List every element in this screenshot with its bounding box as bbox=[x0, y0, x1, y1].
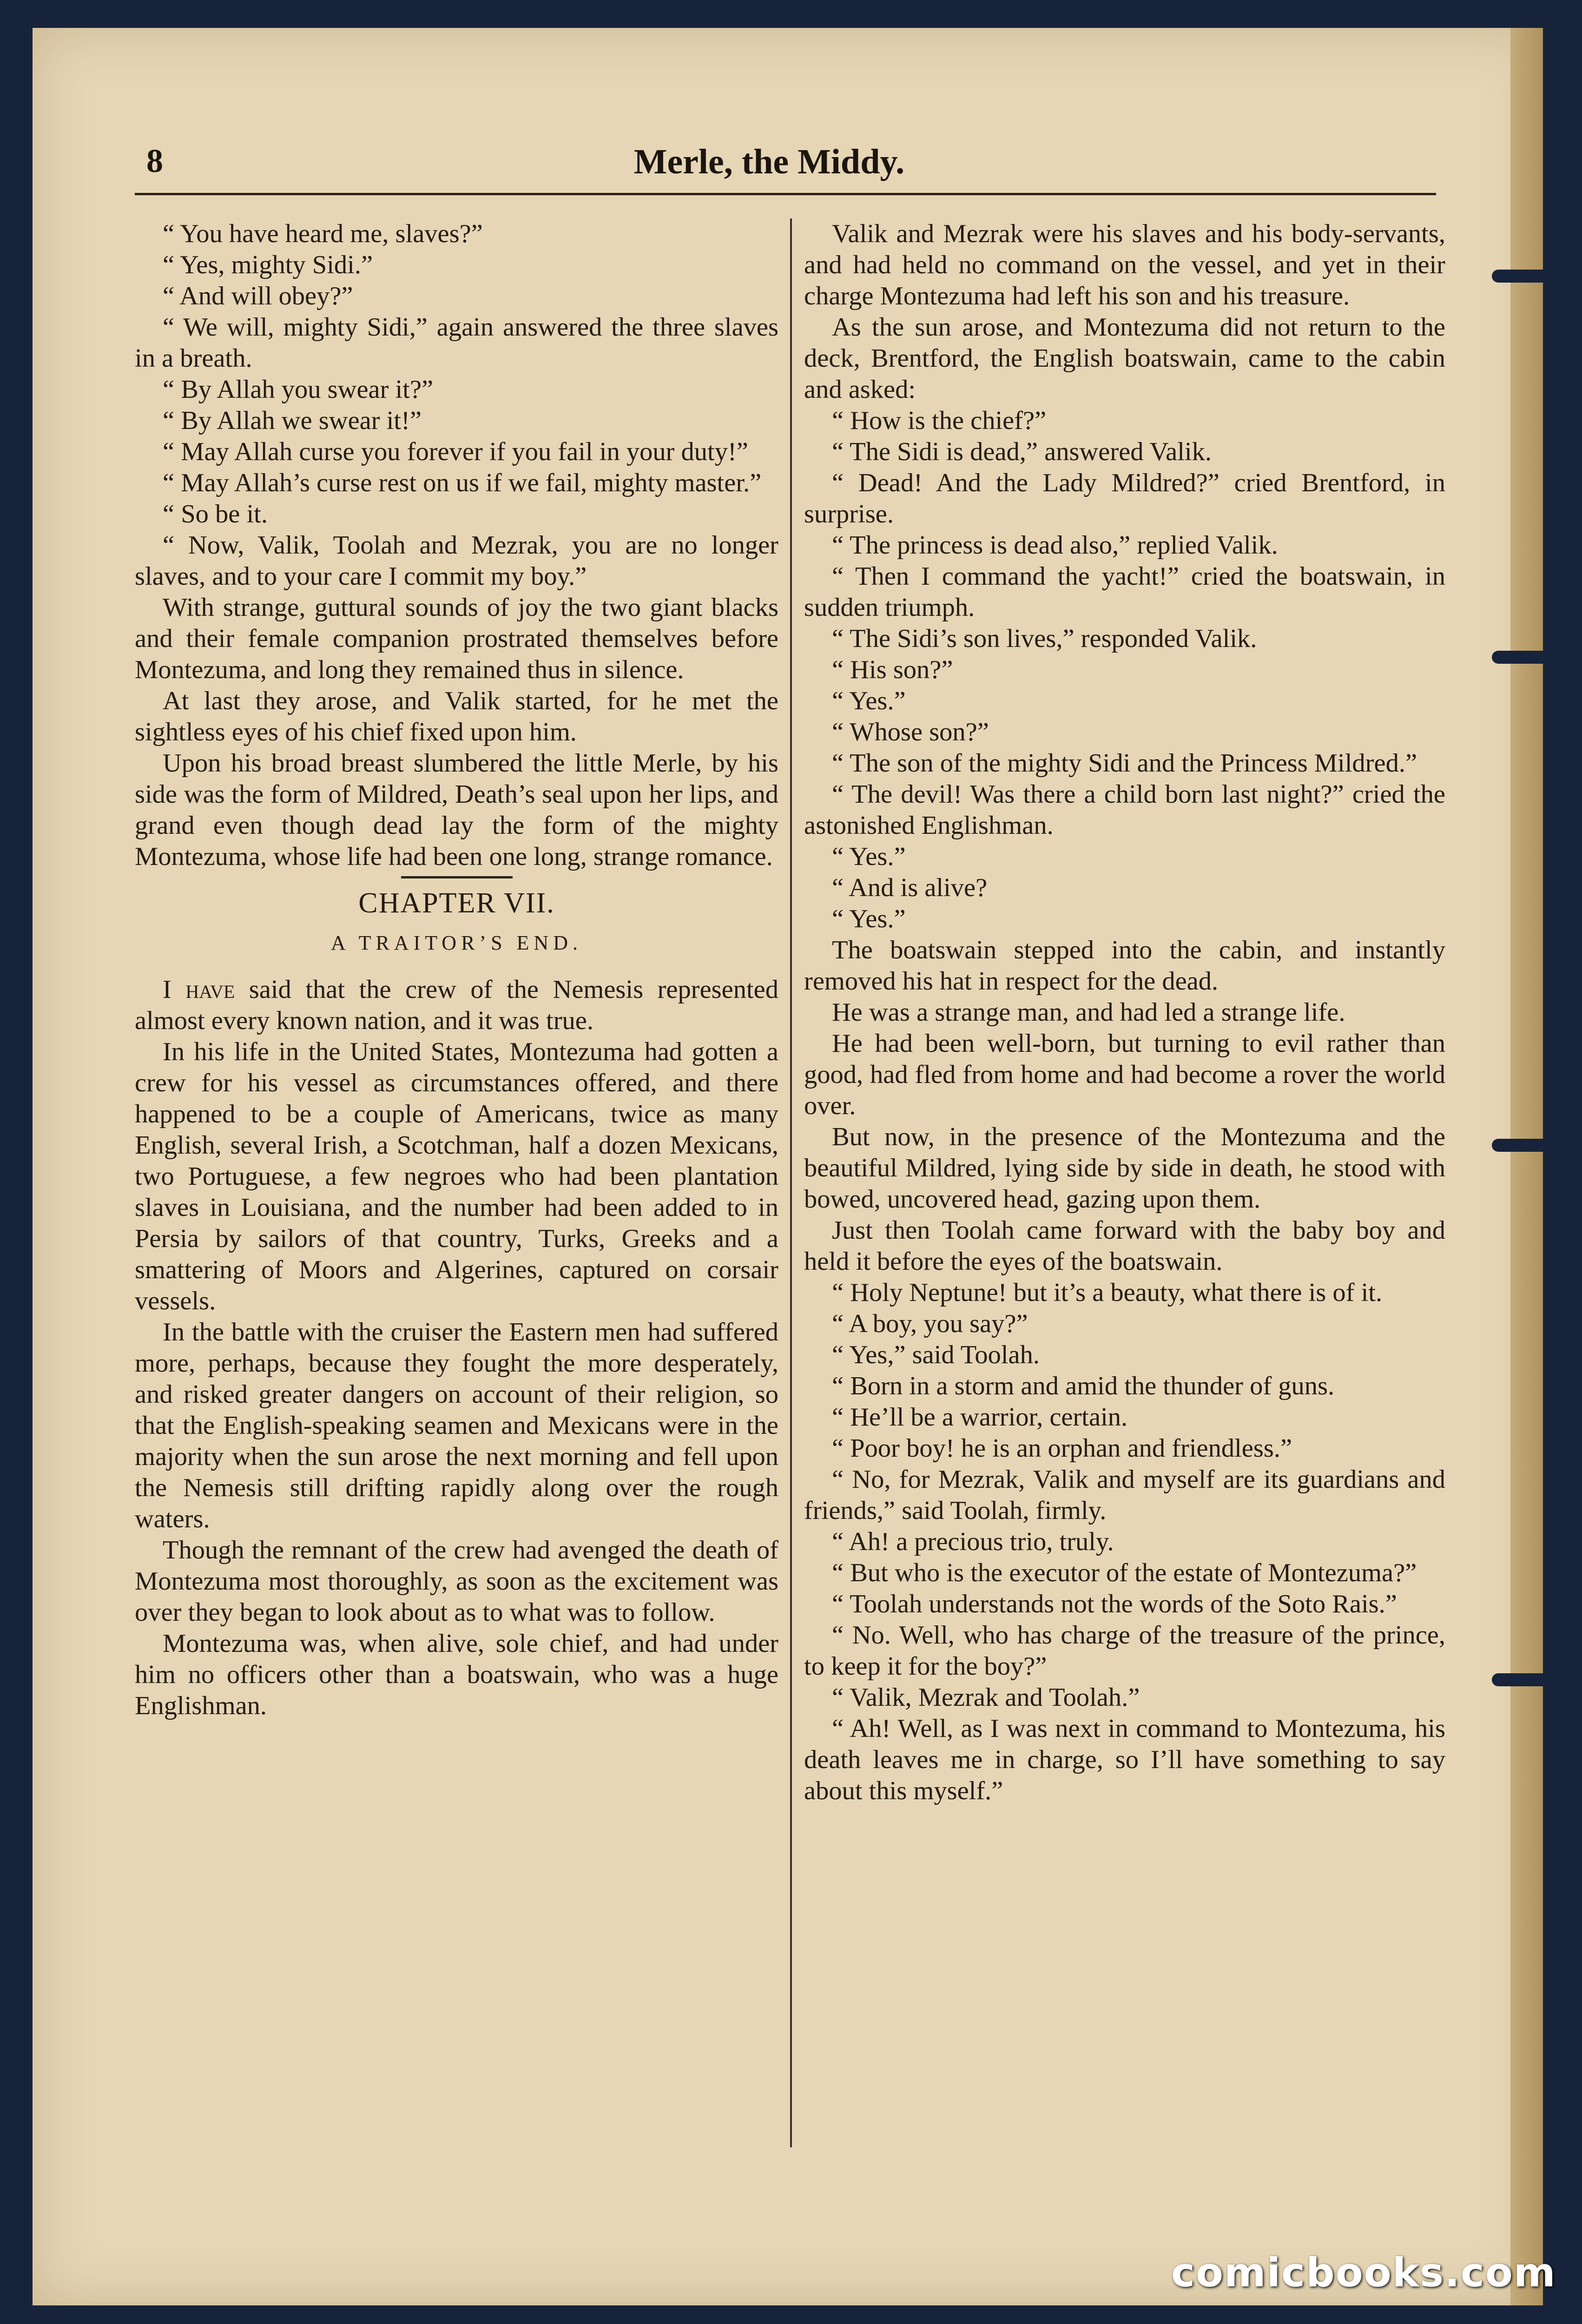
page-number: 8 bbox=[146, 142, 163, 179]
paragraph: “ By Allah you swear it?” bbox=[163, 375, 434, 404]
chapter-opening-paragraph bbox=[135, 974, 778, 1037]
paragraph: “ Ah! a precious trio, truly. bbox=[832, 1527, 1114, 1556]
paragraph: Just then Toolah came forward with the baby boy and held it before the eyes of the boatswain. bbox=[804, 1216, 1445, 1276]
chapter-subtitle: A TRAITOR’S END. bbox=[331, 931, 582, 954]
paragraph: “ And will obey?” bbox=[163, 282, 353, 310]
paragraph: “ Whose son?” bbox=[832, 718, 989, 746]
paragraph: “ By Allah we swear it!” bbox=[163, 406, 422, 435]
left-column bbox=[135, 218, 778, 1722]
right-column bbox=[804, 218, 1445, 1807]
paragraph: “ The Sidi’s son lives,” responded Valik. bbox=[832, 624, 1257, 653]
paragraph: Valik and Mezrak were his slaves and his body-servants, and had held no command on the vessel, and yet in their charge Montezuma had left his son and his treasure. bbox=[804, 219, 1445, 310]
paragraph: “ Yes, mighty Sidi.” bbox=[163, 251, 373, 279]
paragraph: At last they arose, and Valik started, for he met the sightless eyes of his chief fixed upon him. bbox=[135, 687, 778, 746]
page-spine bbox=[1510, 28, 1543, 2305]
paragraph: “ Ah! Well, as I was next in command to Montezuma, his death leaves me in charge, so I’ll have something to say about this myself.” bbox=[804, 1714, 1445, 1805]
paragraph: “ We will, mighty Sidi,” again answered the three slaves in a breath. bbox=[135, 313, 778, 373]
paragraph: As the sun arose, and Montezuma did not return to the deck, Brentford, the English boatswain, came to the cabin and asked: bbox=[804, 313, 1445, 404]
chapter-title: CHAPTER VII. bbox=[358, 887, 555, 919]
paragraph: In his life in the United States, Montezuma had gotten a crew for his vessel as circumstances offered, and there happened to be a couple of Americans, twice as many English, several Irish, a Scotchman, half a dozen Mexicans, two Portuguese, a few negroes who had been plantation slaves in Louisiana, and the number had been added to in Persia by sailors of that country, Turks, Greeks and a smattering of Moors and Algerines, captured on corsair vessels. bbox=[135, 1037, 778, 1315]
paragraph: “ The princess is dead also,” replied Valik. bbox=[832, 531, 1278, 560]
paragraph: Though the remnant of the crew had avenged the death of Montezuma most thoroughly, as soon as the excitement was over they began to look about as to what was to follow. bbox=[135, 1536, 778, 1627]
paragraph: “ The devil! Was there a child born last night?” cried the astonished Englishman. bbox=[804, 780, 1445, 840]
paragraph: “ May Allah’s curse rest on us if we fail, mighty master.” bbox=[163, 469, 762, 497]
paragraph: “ How is the chief?” bbox=[832, 406, 1047, 435]
paragraph: “ Yes,” said Toolah. bbox=[832, 1340, 1040, 1369]
paragraph: “ A boy, you say?” bbox=[832, 1309, 1028, 1338]
paragraph: “ Then I command the yacht!” cried the boatswain, in sudden triumph. bbox=[804, 562, 1445, 622]
paragraph: “ You have heard me, slaves?” bbox=[163, 219, 483, 248]
paragraph: “ Toolah understands not the words of the Soto Rais.” bbox=[832, 1590, 1397, 1618]
opening-rest: said that the crew of the Nemesis represented almost every known nation, and it was true. bbox=[135, 975, 778, 1035]
paragraph: Montezuma was, when alive, sole chief, and had under him no officers other than a boatswain, who was a huge Englishman. bbox=[135, 1629, 778, 1720]
binding-notch bbox=[1492, 1673, 1543, 1686]
paragraph: “ So be it. bbox=[163, 500, 268, 528]
paragraph: “ But who is the executor of the estate of Montezuma?” bbox=[832, 1558, 1417, 1587]
paragraph: “ Dead! And the Lady Mildred?” cried Brentford, in surprise. bbox=[804, 469, 1445, 528]
paragraph: “ The son of the mighty Sidi and the Princess Mildred.” bbox=[832, 749, 1417, 778]
paragraph: “ Yes.” bbox=[832, 687, 906, 715]
binding-notch bbox=[1492, 1139, 1543, 1152]
running-head bbox=[105, 142, 1434, 198]
paragraph: “ Valik, Mezrak and Toolah.” bbox=[832, 1683, 1140, 1712]
paragraph: “ Poor boy! he is an orphan and friendless.” bbox=[832, 1434, 1292, 1463]
paragraph: “ And is alive? bbox=[832, 873, 988, 902]
paragraph: “ His son?” bbox=[832, 655, 953, 684]
paragraph: “ Yes.” bbox=[832, 842, 906, 871]
header-rule bbox=[135, 193, 1436, 195]
paragraph: “ Born in a storm and amid the thunder of guns. bbox=[832, 1372, 1335, 1400]
paragraph: In the battle with the cruiser the Eastern men had suffered more, perhaps, because they fought the more desperately, and risked greater dangers on account of their religion, so that the English-speaking seamen and Mexicans were in the majority when the sun arose the next morning and fell upon the Nemesis still drifting rapidly along over the rough waters. bbox=[135, 1318, 778, 1533]
paragraph: “ The Sidi is dead,” answered Valik. bbox=[832, 437, 1212, 466]
paragraph: Upon his broad breast slumbered the little Merle, by his side was the form of Mildred, Death’s seal upon her lips, and grand even though dead lay the form of the mighty Montezuma, whose life had been one long, strange romance. bbox=[135, 749, 778, 871]
running-title: Merle, the Middy. bbox=[633, 142, 905, 181]
paragraph: “ No. Well, who has charge of the treasure of the prince, to keep it for the boy?” bbox=[804, 1621, 1445, 1681]
binding-notch bbox=[1492, 270, 1543, 283]
paragraph: “ No, for Mezrak, Valik and myself are its guardians and friends,” said Toolah, firmly. bbox=[804, 1465, 1445, 1525]
paragraph: “ Now, Valik, Toolah and Mezrak, you are no longer slaves, and to your care I commit my boy.” bbox=[135, 531, 778, 591]
paragraph: “ Holy Neptune! but it’s a beauty, what there is of it. bbox=[832, 1278, 1383, 1307]
column-divider bbox=[790, 218, 792, 2147]
paragraph: “ He’ll be a warrior, certain. bbox=[832, 1403, 1128, 1432]
paragraph: “ Yes.” bbox=[832, 905, 906, 933]
paragraph: He was a strange man, and had led a strange life. bbox=[832, 998, 1345, 1027]
paragraph: The boatswain stepped into the cabin, and instantly removed his hat in respect for the dead. bbox=[804, 936, 1445, 996]
paragraph: “ May Allah curse you forever if you fail in your duty!” bbox=[163, 437, 748, 466]
opening-words: I have bbox=[163, 975, 235, 1004]
paragraph: With strange, guttural sounds of joy the two giant blacks and their female companion prostrated themselves before Montezuma, and long they remained thus in silence. bbox=[135, 593, 778, 684]
paragraph: He had been well-born, but turning to evil rather than good, had fled from home and had become a rover the world over. bbox=[804, 1029, 1445, 1120]
watermark-logo: comicbooks.com bbox=[1171, 2250, 1556, 2296]
paragraph: But now, in the presence of the Montezuma and the beautiful Mildred, lying side by side in death, he stood with bowed, uncovered head, gazing upon them. bbox=[804, 1122, 1445, 1214]
binding-notch bbox=[1492, 651, 1543, 664]
section-rule bbox=[401, 876, 513, 878]
